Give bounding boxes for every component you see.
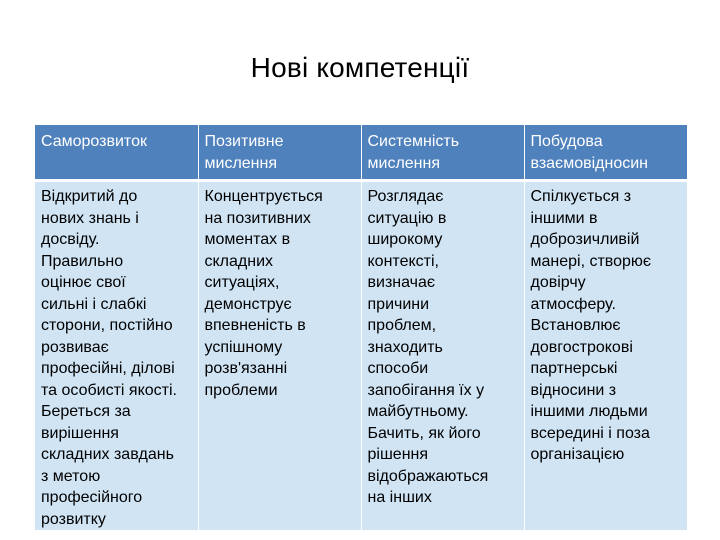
header-systems-thinking: Системність мислення	[361, 125, 524, 181]
header-positive-thinking: Позитивне мислення	[198, 125, 361, 181]
slide-title: Нові компетенції	[250, 52, 470, 83]
header-relationship-building: Побудова взаємовідносин	[524, 125, 687, 181]
table-row	[35, 181, 687, 531]
cell-systems-thinking: Розглядає ситуацію в широкому контексті, визначає причини проблем, знаходить способи запобігання їх у майбутньому. Бачить, як його рішення відображаються на інших	[361, 181, 524, 531]
cell-self-development: Відкритий до нових знань і досвіду. Правильно оцінює свої сильні і слабкі сторони, постійно розвиває професійні, ділові та особисті якості. Береться за вирішення складних завдань з метою професійного розвитку	[35, 181, 198, 531]
header-self-development: Саморозвиток	[35, 125, 198, 181]
competencies-table	[35, 125, 687, 530]
cell-relationship-building: Спілкується з іншими в доброзичливій манері, створює довірчу атмосферу. Встановлює довгострокові партнерські відносини з іншими людьми всередині і поза організацією	[524, 181, 687, 531]
table-header-row	[35, 125, 687, 181]
cell-positive-thinking: Концентрується на позитивних моментах в складних ситуаціях, демонструє впевненість в успішному розв'язанні проблеми	[198, 181, 361, 531]
